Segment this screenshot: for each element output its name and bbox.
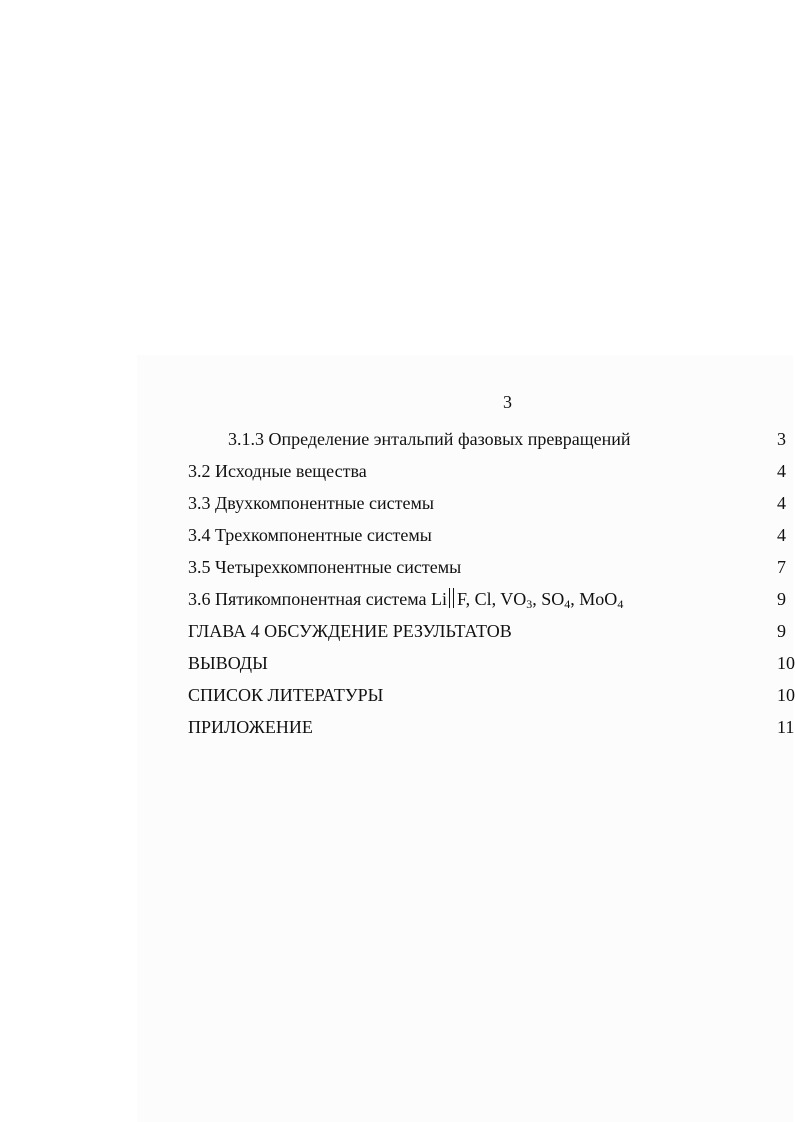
toc-entry [0,650,793,676]
toc-title: 3.4 Трехкомпонентные системы [188,525,432,545]
toc-title-prefix: 3.6 Пятикомпонентная система Li [188,589,448,609]
toc-page: 4 [777,493,786,513]
toc-page: 9 [777,589,786,609]
toc-entry [0,522,793,548]
formula-part: F, Cl, VO [457,589,527,609]
toc-entry [0,714,793,740]
toc-page: 4 [777,461,786,481]
toc-page: 11 [777,717,795,737]
formula-part: , MoO [570,589,618,609]
toc-title: ВЫВОДЫ [188,653,268,673]
subscript: 3 [526,597,533,611]
toc-entry [0,554,793,580]
toc-page: 9 [777,621,786,641]
toc-page: 10 [777,653,795,673]
formula-part: , SO [532,589,565,609]
toc-entry [0,586,793,612]
toc-page: 10 [777,685,795,705]
toc-page: 7 [777,557,786,577]
toc-entry [0,458,793,484]
toc-title: 3.2 Исходные вещества [188,461,367,481]
toc-title: СПИСОК ЛИТЕРАТУРЫ [188,685,384,705]
toc-title: 3.5 Четырехкомпонентные системы [188,557,462,577]
double-bar-separator [449,588,454,608]
subscript: 4 [617,597,624,611]
toc-entry [0,490,793,516]
toc-title: ПРИЛОЖЕНИЕ [188,717,313,737]
subscript: 4 [564,597,571,611]
toc-entry [0,682,793,708]
toc-entry [0,426,793,452]
toc-title [188,586,623,612]
toc-title: 3.3 Двухкомпонентные системы [188,493,434,513]
toc-entry [0,618,793,644]
toc-page: 4 [777,525,786,545]
toc-title: 3.1.3 Определение энтальпий фазовых превращений [228,429,631,449]
page-number: 3 [503,392,512,412]
toc-page: 3 [777,429,786,449]
toc-title: ГЛАВА 4 ОБСУЖДЕНИЕ РЕЗУЛЬТАТОВ [188,621,512,641]
